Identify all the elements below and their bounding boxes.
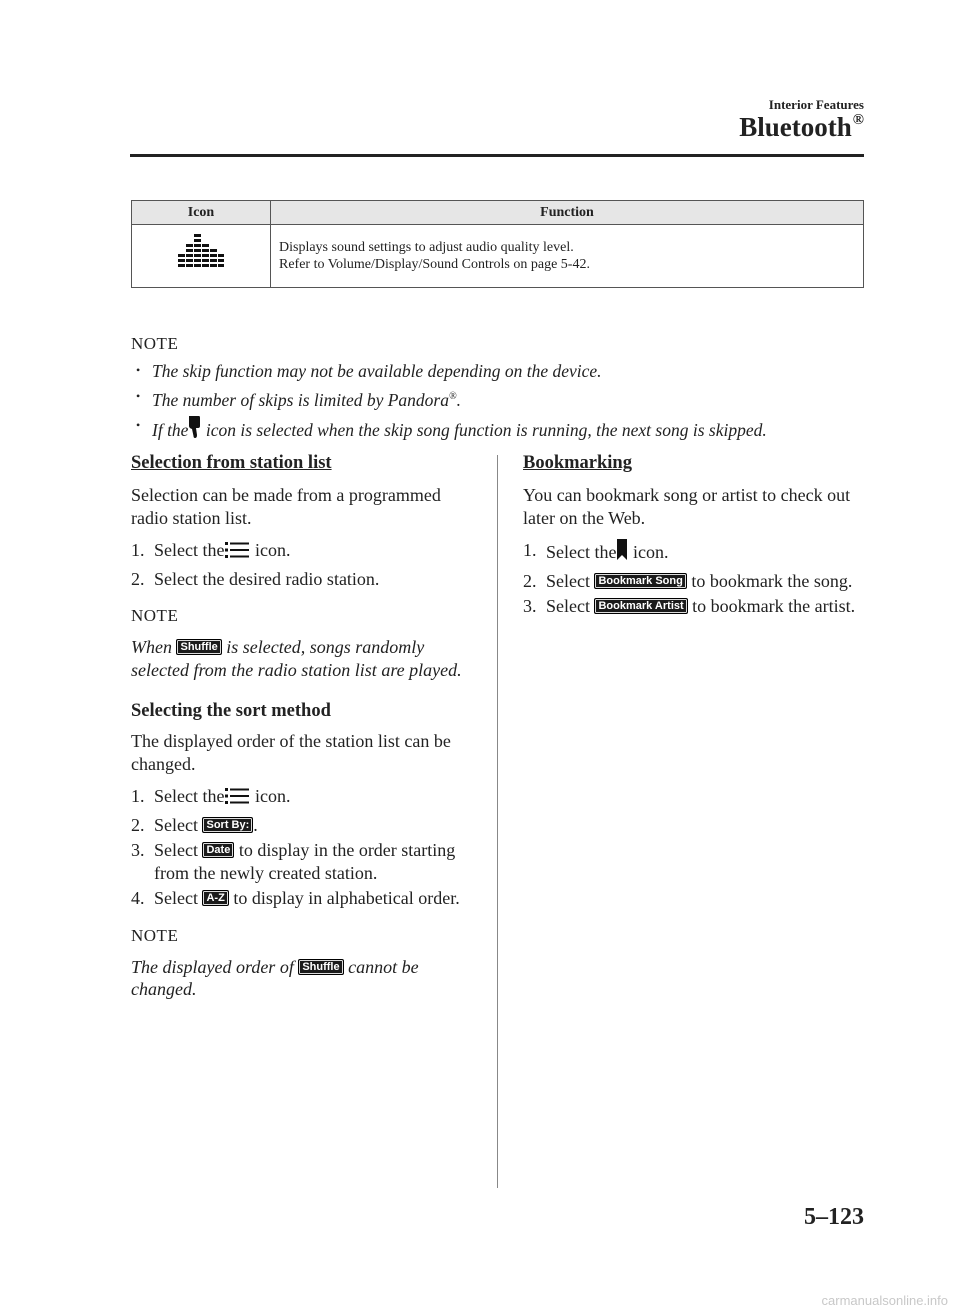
step-post: to bookmark the song. [691,570,853,591]
subheading-sort-method: Selecting the sort method [131,701,331,721]
step-number: 1. [523,540,537,560]
step-text [154,887,481,910]
note-pre: When [131,637,172,657]
sound-settings-icon [178,263,224,278]
header-title-text: Bluetooth [739,112,852,142]
table-header-row [132,201,864,225]
function-line-1: Displays sound settings to adjust audio quality level. [279,240,574,255]
step-item [523,539,868,567]
step-post: to display in the order starting from the newly created station. [154,840,456,883]
step-number: 2. [131,568,145,589]
step-number: 3. [523,596,537,616]
col-header-icon: Icon [132,201,271,225]
note-item-skip-limit [131,386,866,411]
list-icon [224,787,250,811]
function-cell [271,225,864,288]
step-number: 4. [131,888,145,908]
note-item-skip-limit-text: The number of skips is limited by Pandora [152,389,449,410]
col-header-function: Function [271,201,864,225]
bookmark-song-button[interactable]: Bookmark Song [594,573,686,589]
step-pre: Select the [154,540,225,560]
section-heading-station-list: Selection from station list [131,453,332,473]
step-pre: Select [154,888,198,908]
bookmark-icon [616,539,628,567]
date-button[interactable]: Date [202,842,234,858]
note-shuffle-order-text [131,956,481,1001]
step-pre: Select the [546,542,617,562]
icon-function-table [131,200,864,288]
note-shuffle-order [131,926,481,1001]
note-heading: NOTE [131,925,179,945]
a-z-button[interactable]: A-Z [202,890,228,906]
function-line-2: Refer to Volume/Display/Sound Controls on page 5-42. [279,257,590,272]
step-item [131,814,481,837]
watermark: carmanualsonline.info [821,1293,948,1308]
step-pre: Select [546,570,590,591]
step-pre: Select [154,840,198,860]
note-item-skip-song-pre: If the [152,419,189,440]
step-number: 1. [131,786,145,806]
step-post: . [253,814,258,835]
step-post: icon. [254,786,291,806]
step-item [131,839,481,884]
step-text [546,570,868,593]
step-text [546,595,868,618]
step-pre: Select the [154,786,225,806]
note-heading: NOTE [131,606,179,625]
step-text [154,839,481,884]
step-item [131,568,481,591]
shuffle-button[interactable]: Shuffle [298,959,343,975]
sort-intro: The displayed order of the station list can be changed. [131,731,451,774]
step-number: 2. [131,814,145,835]
note-shuffle [131,606,481,681]
note-list [131,360,866,444]
header-section: Interior Features [768,97,864,112]
note-shuffle-text [131,636,481,681]
left-column [131,453,481,1021]
note-item-skip-song-post: icon is selected when the skip song function is running, the next song is skipped. [205,419,767,440]
step-item [131,785,481,811]
step-text [154,814,481,837]
step-item [131,539,481,565]
page-number: 5–123 [804,1204,864,1230]
note-item-skip-limit-end: . [456,389,461,410]
step-number: 3. [131,840,145,860]
registered-mark: ® [852,112,864,128]
step-pre: Select [546,596,590,616]
sort-by-button[interactable]: Sort By: [202,817,253,833]
sort-steps [131,785,481,910]
step-post: to display in alphabetical order. [233,888,460,908]
bookmark-artist-button[interactable]: Bookmark Artist [594,598,687,614]
step-text: Select the desired radio station. [154,568,380,589]
station-list-intro: Selection can be made from a programmed radio station list. [131,485,441,528]
step-post: icon. [632,542,669,562]
shuffle-button[interactable]: Shuffle [176,639,221,655]
note-top [131,334,866,448]
step-item [131,887,481,910]
section-heading-bookmarking: Bookmarking [523,453,632,473]
step-number: 2. [523,570,537,591]
step-text [154,539,481,565]
note-post: cannot be changed. [131,956,419,999]
column-divider [497,455,498,1188]
bookmark-steps [523,539,868,618]
header-rule [130,154,864,157]
step-text [154,785,481,811]
list-icon [224,541,250,565]
note-heading: NOTE [131,334,179,353]
registered-mark: ® [449,391,457,402]
step-pre: Select [154,814,198,835]
icon-cell [132,225,271,288]
note-pre: The displayed order of [131,956,294,977]
station-list-steps [131,539,481,590]
step-post: to bookmark the artist. [692,596,856,616]
bookmarking-intro: You can bookmark song or artist to check out later on the Web. [523,485,851,528]
step-number: 1. [131,540,145,560]
step-item [523,570,868,593]
step-item [523,595,868,618]
thumbs-down-icon [188,415,201,444]
step-post: icon. [254,540,291,560]
right-column [523,453,868,634]
step-text [546,539,868,567]
note-item-skip-availability: • The skip function may not be available depending on the device. [131,360,866,382]
note-post: is selected, songs randomly selected from the radio station list are played. [131,637,462,680]
header-title [739,112,864,143]
note-item-skip-song [131,415,866,444]
table-row [132,225,864,288]
